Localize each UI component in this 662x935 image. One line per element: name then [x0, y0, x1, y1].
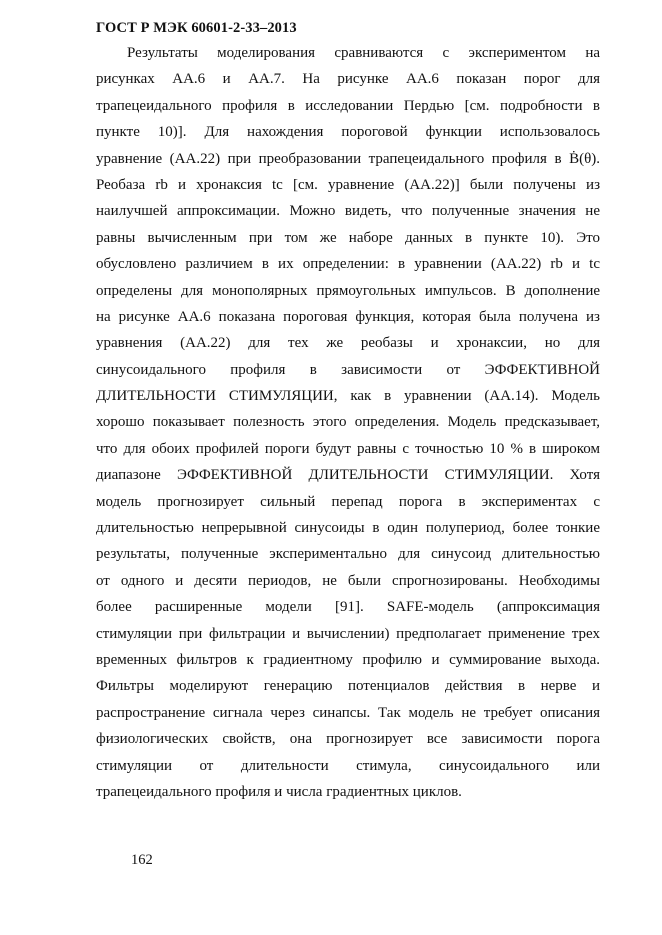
text-line: трапецеидального профиля в исследовании Пердью [см. подробности в	[96, 97, 600, 114]
document-header: ГОСТ Р МЭК 60601-2-33–2013	[96, 20, 297, 36]
text-line: уравнение (АА.22) при преобразовании трапецеидального профиля в Ḃ(θ).	[96, 150, 600, 167]
text-line: стимуляции от длительности стимула, синусоидального или	[96, 757, 600, 774]
text-line: ДЛИТЕЛЬНОСТИ СТИМУЛЯЦИИ, как в уравнении (АА.14). Модель	[96, 388, 600, 405]
body-paragraph	[96, 40, 600, 805]
text-line: уравнения (АА.22) для тех же реобазы и хронаксии, но для	[96, 335, 600, 352]
text-line: результаты, полученные экспериментально для синусоид длительностью	[96, 546, 600, 563]
text-line: более расширенные модели [91]. SAFE-модель (аппроксимация	[96, 599, 600, 616]
text-line: физиологических свойств, она прогнозирует все зависимости порога	[96, 731, 600, 748]
text-line: от одного и десяти периодов, не были спрогнозированы. Необходимы	[96, 572, 600, 589]
text-line: диапазоне ЭФФЕКТИВНОЙ ДЛИТЕЛЬНОСТИ СТИМУЛЯЦИИ. Хотя	[96, 467, 600, 484]
text-line: распространение сигнала через синапсы. Так модель не требует описания	[96, 704, 600, 721]
text-line: наилучшей аппроксимации. Можно видеть, что полученные значения не	[96, 203, 600, 220]
text-line: модель прогнозирует сильный перепад порога в экспериментах с	[96, 493, 600, 510]
text-line: синусоидального профиля в зависимости от ЭФФЕКТИВНОЙ	[96, 361, 600, 378]
text-line: Реобаза rb и хронаксия tc [см. уравнение (АА.22)] были получены из	[96, 176, 600, 193]
text-line: Фильтры моделируют генерацию потенциалов действия в нерве и	[96, 678, 600, 695]
text-line: равны вычисленным при том же наборе данных в пункте 10). Это	[96, 229, 600, 246]
text-line: временных фильтров к градиентному профилю и суммирование выхода.	[96, 651, 600, 668]
text-line: рисунках АА.6 и АА.7. На рисунке АА.6 показан порог для	[96, 71, 600, 88]
text-line: Результаты моделирования сравниваются с экспериментом на	[127, 45, 600, 61]
text-line: длительностью непрерывной синусоиды в один полупериод, более тонкие	[96, 520, 600, 537]
text-line: стимуляции при фильтрации и вычислении) предполагает применение трех	[96, 625, 600, 642]
page-number: 162	[131, 852, 153, 868]
text-line: на рисунке АА.6 показана пороговая функция, которая была получена из	[96, 308, 600, 325]
text-line: пункте 10)]. Для нахождения пороговой функции использовалось	[96, 124, 600, 141]
text-line: обусловлено различием в их определении: в уравнении (АА.22) rb и tc	[96, 256, 600, 273]
text-line: хорошо показывает полезность этого определения. Модель предсказывает,	[96, 414, 600, 431]
text-line: определены для монополярных прямоугольных импульсов. В дополнение	[96, 282, 600, 299]
text-line: трапецеидального профиля и числа градиентных циклов.	[96, 783, 462, 800]
text-line: что для обоих профилей пороги будут равны с точностью 10 % в широком	[96, 440, 600, 457]
